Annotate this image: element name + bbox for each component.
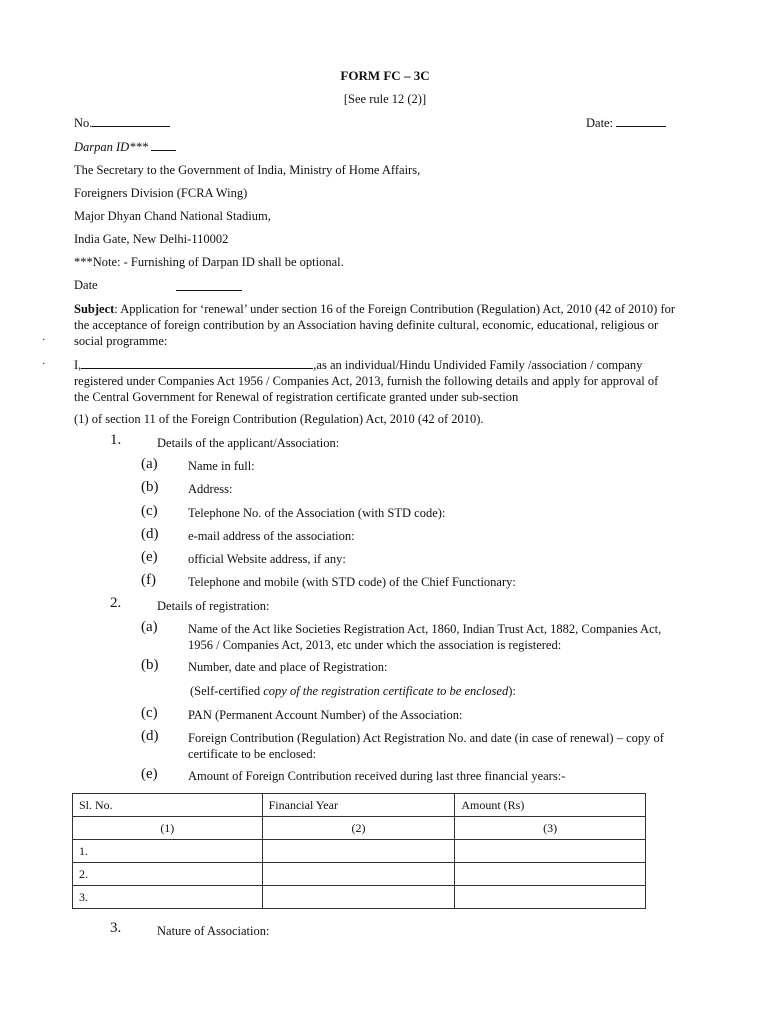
subject-line-1	[74, 301, 675, 317]
s1-item-f-letter: (f)	[141, 572, 156, 588]
rule-reference: [See rule 12 (2)]	[343, 92, 427, 106]
date-blank[interactable]	[616, 115, 666, 127]
number-label: No.	[74, 116, 93, 130]
address-line-1: The Secretary to the Government of India, Ministry of Home Affairs,	[74, 163, 421, 177]
row-serial: 1.	[73, 840, 263, 863]
amount-cell[interactable]	[455, 840, 646, 863]
date-label: Date:	[586, 116, 614, 130]
form-title: FORM FC – 3C	[340, 68, 430, 83]
address-line-4: India Gate, New Delhi-110002	[74, 232, 229, 246]
header-amount: Amount (Rs)	[455, 794, 646, 817]
s1-item-e-letter: (e)	[141, 549, 158, 565]
subject-line-3: social programme:	[74, 334, 168, 348]
amount-cell[interactable]	[455, 886, 646, 909]
s2-item-a-line-2: 1956 / Companies Act, 2013, etc under which the association is registered:	[188, 638, 562, 652]
margin-mark-2: ·	[42, 359, 46, 370]
s2-item-e-letter: (e)	[141, 766, 158, 782]
s1-item-a-letter: (a)	[141, 456, 158, 472]
amount-cell[interactable]	[455, 863, 646, 886]
section-2-heading: Details of registration:	[157, 599, 270, 613]
section-1-number: 1.	[110, 432, 122, 448]
address-line-3: Major Dhyan Chand National Stadium,	[74, 209, 271, 223]
declaration-line-1	[74, 357, 642, 373]
declaration-line-2: registered under Companies Act 1956 / Companies Act, 2013, furnish the following details and apply for approval of	[74, 374, 659, 388]
s2-item-e-text: Amount of Foreign Contribution received during last three financial years:-	[188, 769, 566, 783]
section-3-heading: Nature of Association:	[157, 924, 270, 938]
table-row	[73, 886, 646, 909]
row-serial: 3.	[73, 886, 263, 909]
declaration-prefix: I,	[74, 358, 82, 372]
subject-line-2: the acceptance of foreign contribution by an Association having definite cultural, economic, educational, religious or	[74, 318, 659, 332]
darpan-id-field	[74, 139, 176, 155]
date2-label: Date	[74, 278, 98, 292]
darpan-note: ***Note: - Furnishing of Darpan ID shall be optional.	[74, 255, 344, 269]
section-3-number: 3.	[110, 920, 122, 936]
col-number-1: (1)	[73, 817, 263, 840]
s2-b-note-italic: copy of the registration certificate to be enclosed	[263, 684, 509, 698]
number-blank[interactable]	[92, 115, 170, 127]
s2-item-c-letter: (c)	[141, 705, 158, 721]
declaration-text-1: ,as an individual/Hindu Undivided Family /association / company	[313, 358, 643, 372]
col-number-2: (2)	[262, 817, 455, 840]
s1-item-c-text: Telephone No. of the Association (with STD code):	[188, 506, 446, 520]
s1-item-a-text: Name in full:	[188, 459, 255, 473]
darpan-id-label: Darpan ID***	[74, 140, 148, 154]
s2-item-b-letter: (b)	[141, 657, 159, 673]
col-number-3: (3)	[455, 817, 646, 840]
s2-item-d-letter: (d)	[141, 728, 159, 744]
financial-year-cell[interactable]	[262, 840, 455, 863]
table-column-number-row	[73, 817, 646, 840]
s1-item-b-text: Address:	[188, 482, 233, 496]
header-sl-no: Sl. No.	[73, 794, 263, 817]
date-field-2	[74, 277, 98, 293]
s2-item-c-text: PAN (Permanent Account Number) of the Association:	[188, 708, 463, 722]
s1-item-d-letter: (d)	[141, 526, 159, 542]
s2-item-b-note	[190, 683, 516, 699]
s1-item-c-letter: (c)	[141, 503, 158, 519]
s1-item-e-text: official Website address, if any:	[188, 552, 346, 566]
s1-item-d-text: e-mail address of the association:	[188, 529, 355, 543]
date-field	[586, 115, 666, 131]
s1-item-f-text: Telephone and mobile (with STD code) of the Chief Functionary:	[188, 575, 516, 589]
date2-blank[interactable]	[176, 279, 242, 291]
row-serial: 2.	[73, 863, 263, 886]
s2-item-b-text: Number, date and place of Registration:	[188, 660, 388, 674]
s2-item-a-line-1: Name of the Act like Societies Registration Act, 1860, Indian Trust Act, 1882, Companies Act,	[188, 622, 662, 636]
subject-text-1: : Application for ‘renewal’ under section 16 of the Foreign Contribution (Regulation) Act, 2010 (42 of 2010) for	[114, 302, 676, 316]
financial-year-cell[interactable]	[262, 886, 455, 909]
financial-year-cell[interactable]	[262, 863, 455, 886]
s2-item-a-letter: (a)	[141, 619, 158, 635]
s2-b-note-end: ):	[508, 684, 516, 698]
s2-item-d-line-2: certificate to be enclosed:	[188, 747, 317, 761]
subject-label: Subject	[74, 302, 115, 316]
s2-b-note-plain: (Self-certified	[190, 684, 264, 698]
declaration-line-4: (1) of section 11 of the Foreign Contribution (Regulation) Act, 2010 (42 of 2010).	[74, 412, 484, 426]
section-2-number: 2.	[110, 595, 122, 611]
table-row	[73, 863, 646, 886]
darpan-id-blank[interactable]	[151, 139, 176, 151]
table-row	[73, 840, 646, 863]
s1-item-b-letter: (b)	[141, 479, 159, 495]
s2-item-d-line-1: Foreign Contribution (Regulation) Act Registration No. and date (in case of renewal) – copy of	[188, 731, 664, 745]
declaration-line-3: the Central Government for Renewal of registration certificate granted under sub-section	[74, 390, 519, 404]
section-1-heading: Details of the applicant/Association:	[157, 436, 340, 450]
header-financial-year: Financial Year	[262, 794, 455, 817]
table-header-row	[73, 794, 646, 817]
declarant-name-blank[interactable]	[81, 357, 313, 369]
foreign-contribution-table	[72, 793, 646, 909]
number-field	[74, 115, 170, 131]
margin-mark-1: ·	[42, 335, 46, 346]
address-line-2: Foreigners Division (FCRA Wing)	[74, 186, 248, 200]
